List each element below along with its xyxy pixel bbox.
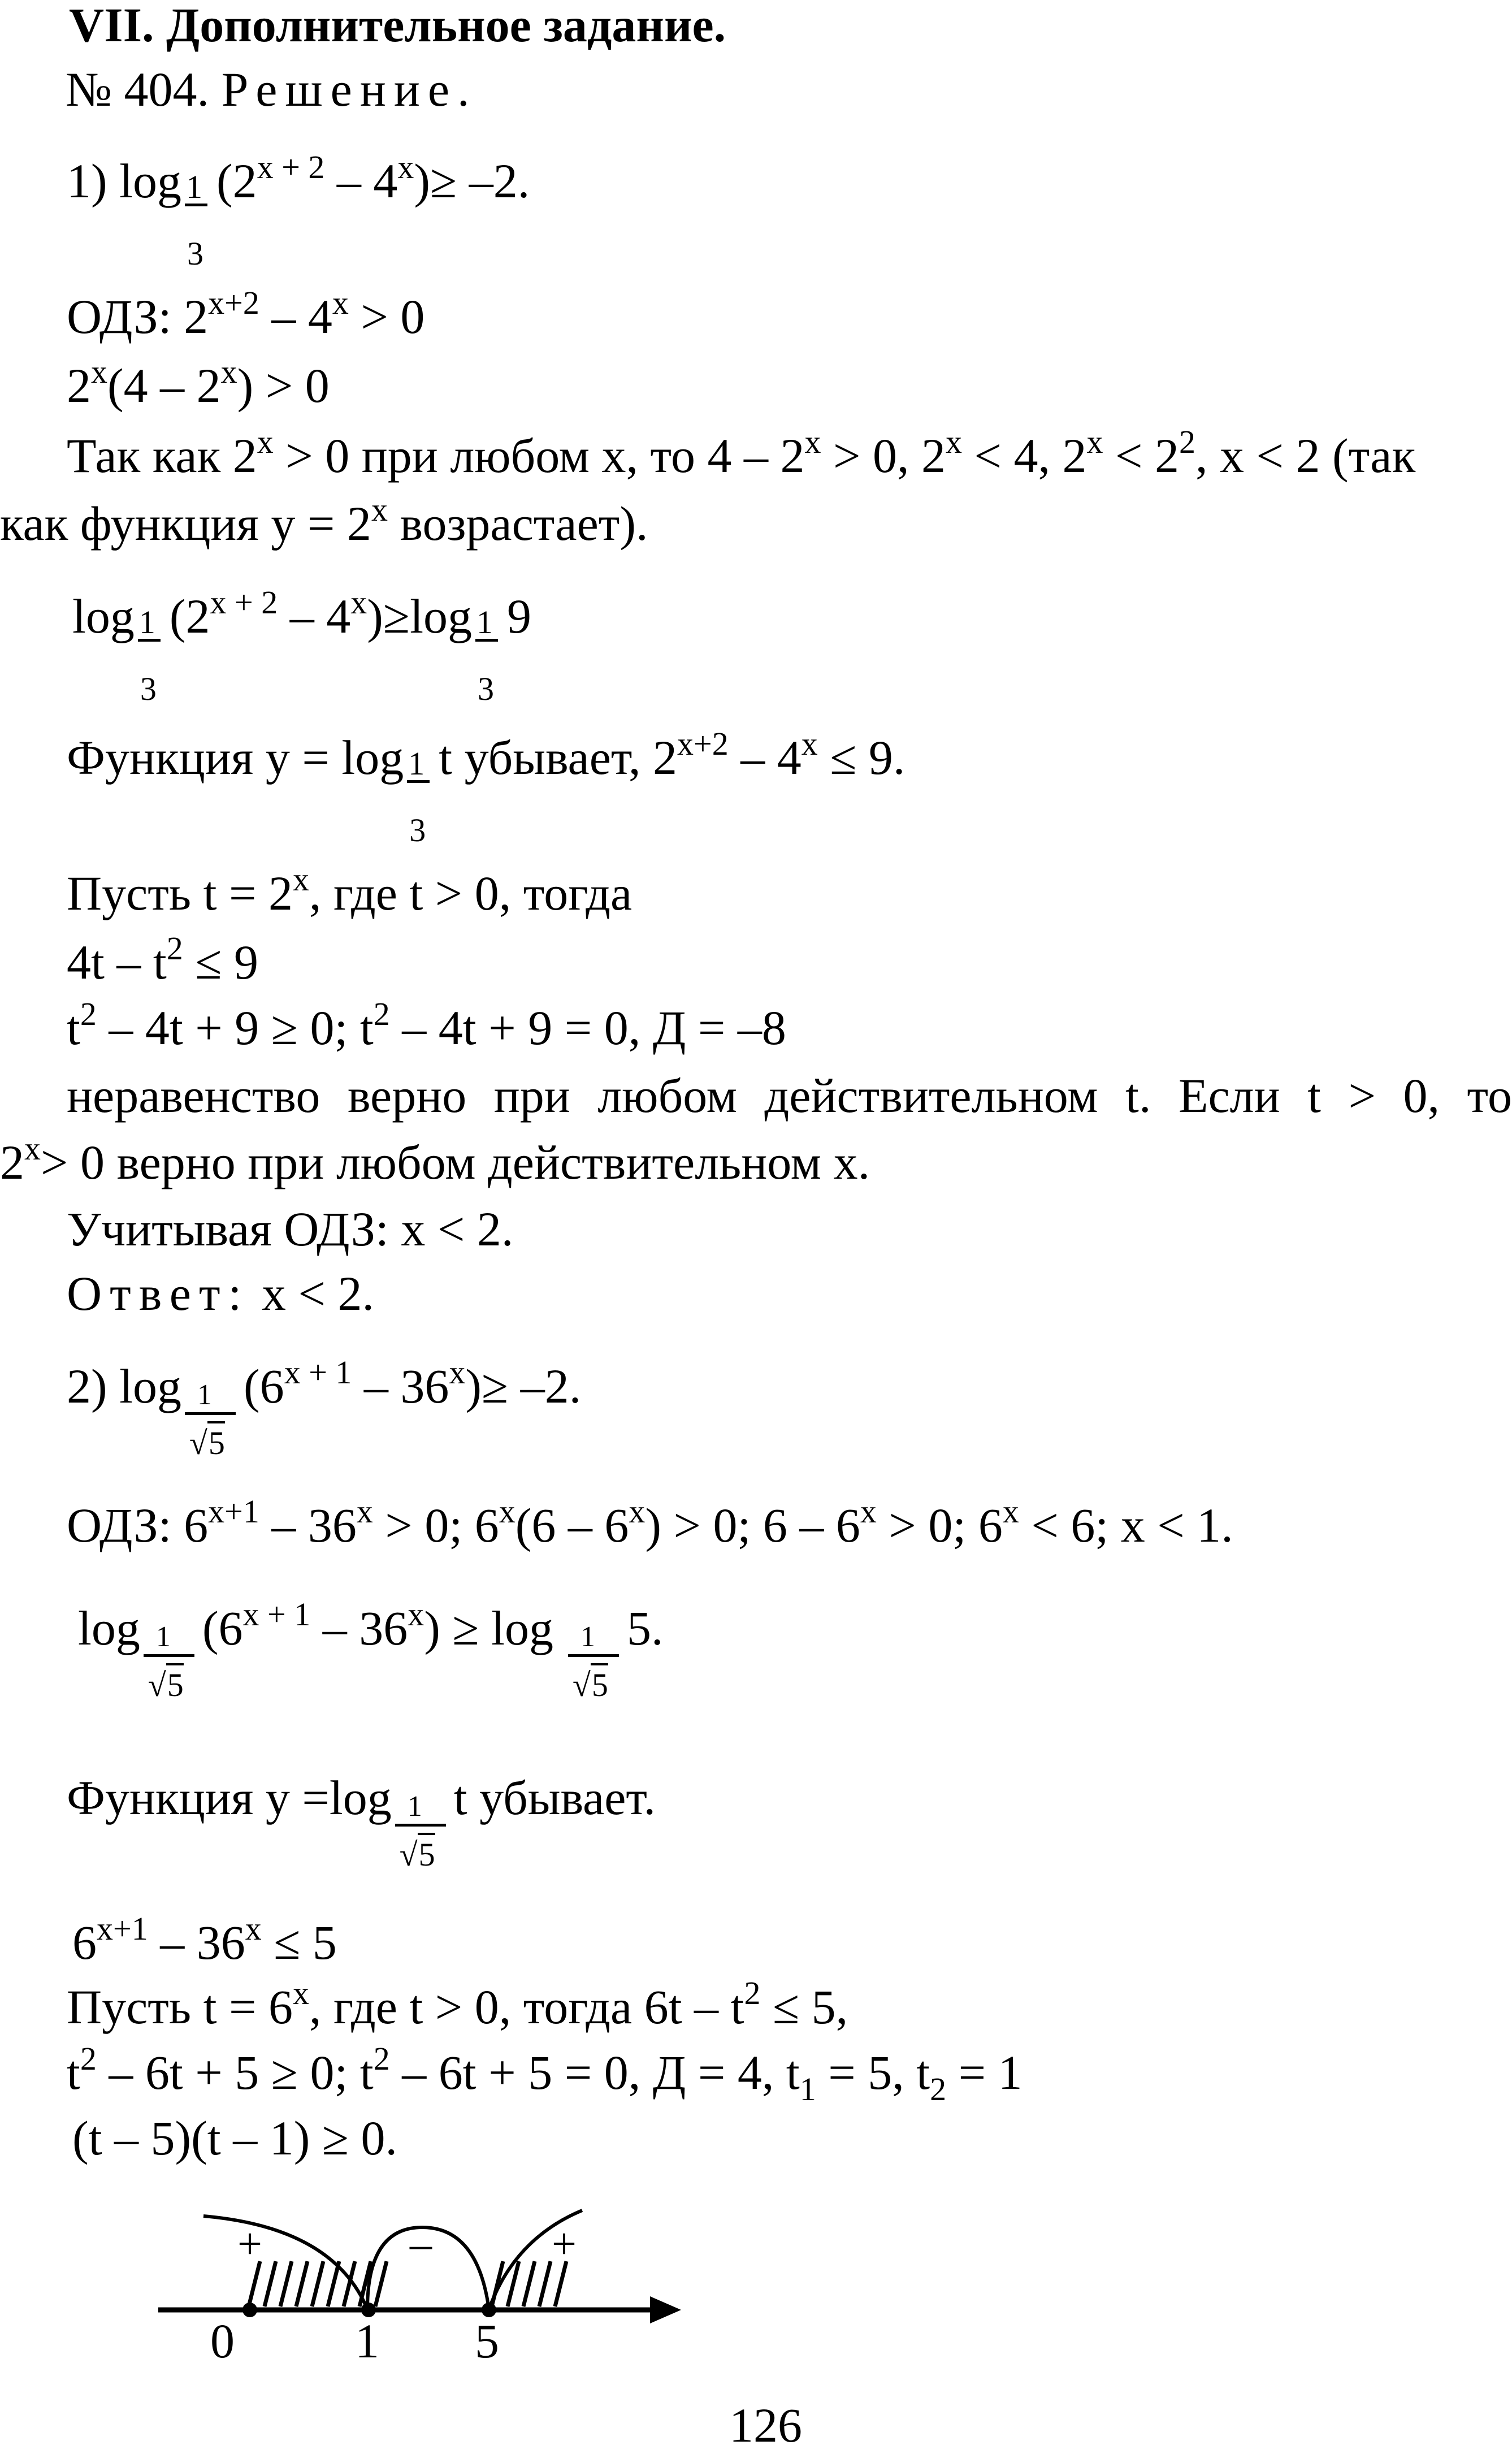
- part1-quad1: $4t - t^2 \le 9$: [67, 930, 258, 989]
- point-0: [242, 2303, 257, 2317]
- part2-decreasing: Функция y =log 1 √5 t убывает.: [67, 1769, 656, 1826]
- problem-number: № 404.: [66, 62, 210, 116]
- part1-substitution: Пусть $t = 2^x$, где t > 0, тогда: [67, 861, 632, 920]
- sign-number-line: [153, 2193, 695, 2374]
- hatching: [249, 2261, 566, 2306]
- part1-consider-odz: Учитывая ОДЗ: x < 2.: [67, 1202, 514, 1256]
- part2-log-inequality: log 1 √5 $(6^{x + 1} - 36^x) \ge \log$ 1 √5 5.: [78, 1600, 664, 1656]
- section-heading: VII. Дополнительное задание.: [69, 0, 726, 52]
- part1-answer: Ответ: x < 2.: [67, 1266, 374, 1321]
- problem-title: [66, 61, 478, 118]
- log-base-one-over-sqrt5: 1 √5: [553, 1600, 627, 1656]
- sign-plus-right: +: [552, 2219, 577, 2268]
- part1-odz: ОДЗ: $2^{x+2} - 4^x > 0$: [67, 284, 425, 344]
- log-base-one-over-sqrt5: 1 √5: [392, 1769, 454, 1826]
- part2-exp-inequality: $6^{x+1} - 36^x \le 5$: [72, 1910, 337, 1970]
- part1-conclusion-line2: $2^x> 0$ верно при любом действительном x.: [0, 1130, 870, 1189]
- log-base-one-third: 1 3: [135, 588, 170, 644]
- log-base-one-third: 1 3: [472, 588, 507, 644]
- tick-label-0: 0: [210, 2314, 235, 2368]
- axis-arrow: [650, 2296, 681, 2323]
- part1-decreasing: Функция y = log 1 3 t убывает, $2^{x+2} - 4^x \le 9$.: [67, 725, 906, 849]
- log-base-one-over-sqrt5: 1 √5: [140, 1600, 202, 1656]
- part2-substitution: Пусть $t = 6^x$, где t > 0, тогда $6t - t^2 \le 5$,: [67, 1975, 848, 2034]
- part2-inequality: 2) log 1 √5 $(6^{x + 1} - 36^x)\ge -2$.: [67, 1358, 581, 1414]
- tick-label-1: 1: [355, 2314, 379, 2368]
- tick-label-5: 5: [475, 2314, 499, 2368]
- log-base-one-third: 1 3: [404, 729, 439, 786]
- part1-since-line: Так как $2^x > 0$ при любом x, то $4 - 2^x > 0$, $2^x < 4$, $2^x < 2^2$, x < 2 (так: [67, 423, 1416, 483]
- log-base-one-third: 1 3: [181, 153, 216, 209]
- page-number: 126: [729, 2398, 802, 2452]
- log-base-one-over-sqrt5: 1 √5: [181, 1358, 244, 1414]
- part1-quad2: $t^2 - 4t + 9 \ge 0$; $t^2 - 4t + 9 = 0$, Д = –8: [67, 996, 786, 1055]
- part1-log-inequality: log 1 3 $(2^{x + 2} - 4^x)\ge\log$ 1 3 9: [72, 584, 531, 707]
- part2-factored: (t – 5)(t – 1) ≥ 0.: [72, 2111, 398, 2165]
- part2-quadratic: $t^2 - 6t + 5 \ge 0$; $t^2 - 6t + 5 = 0$, Д = 4, $t_1 = 5$, $t_2 = 1$: [67, 2040, 1023, 2108]
- solution-word: Решение.: [221, 62, 478, 116]
- part2-odz: ОДЗ: $6^{x+1} - 36^x > 0$; $6^x(6 - 6^x) > 0$; $6 - 6^x > 0$; $6^x < 6$; x < 1.: [67, 1493, 1233, 1552]
- part1-inequality: 1) log 1 3 $(2^{x + 2} - 4^x)\ge -2$.: [67, 149, 530, 272]
- sign-minus-middle: –: [410, 2219, 432, 2268]
- sign-plus-left: +: [237, 2219, 262, 2268]
- part1-factored: $2^x(4 - 2^x) > 0$: [67, 353, 330, 413]
- part1-conclusion-line1: неравенство верно при любом действительном t. Если t > 0, то: [67, 1068, 1512, 1123]
- part1-function-grows: как функция $y = 2^x$ возрастает).: [0, 491, 648, 551]
